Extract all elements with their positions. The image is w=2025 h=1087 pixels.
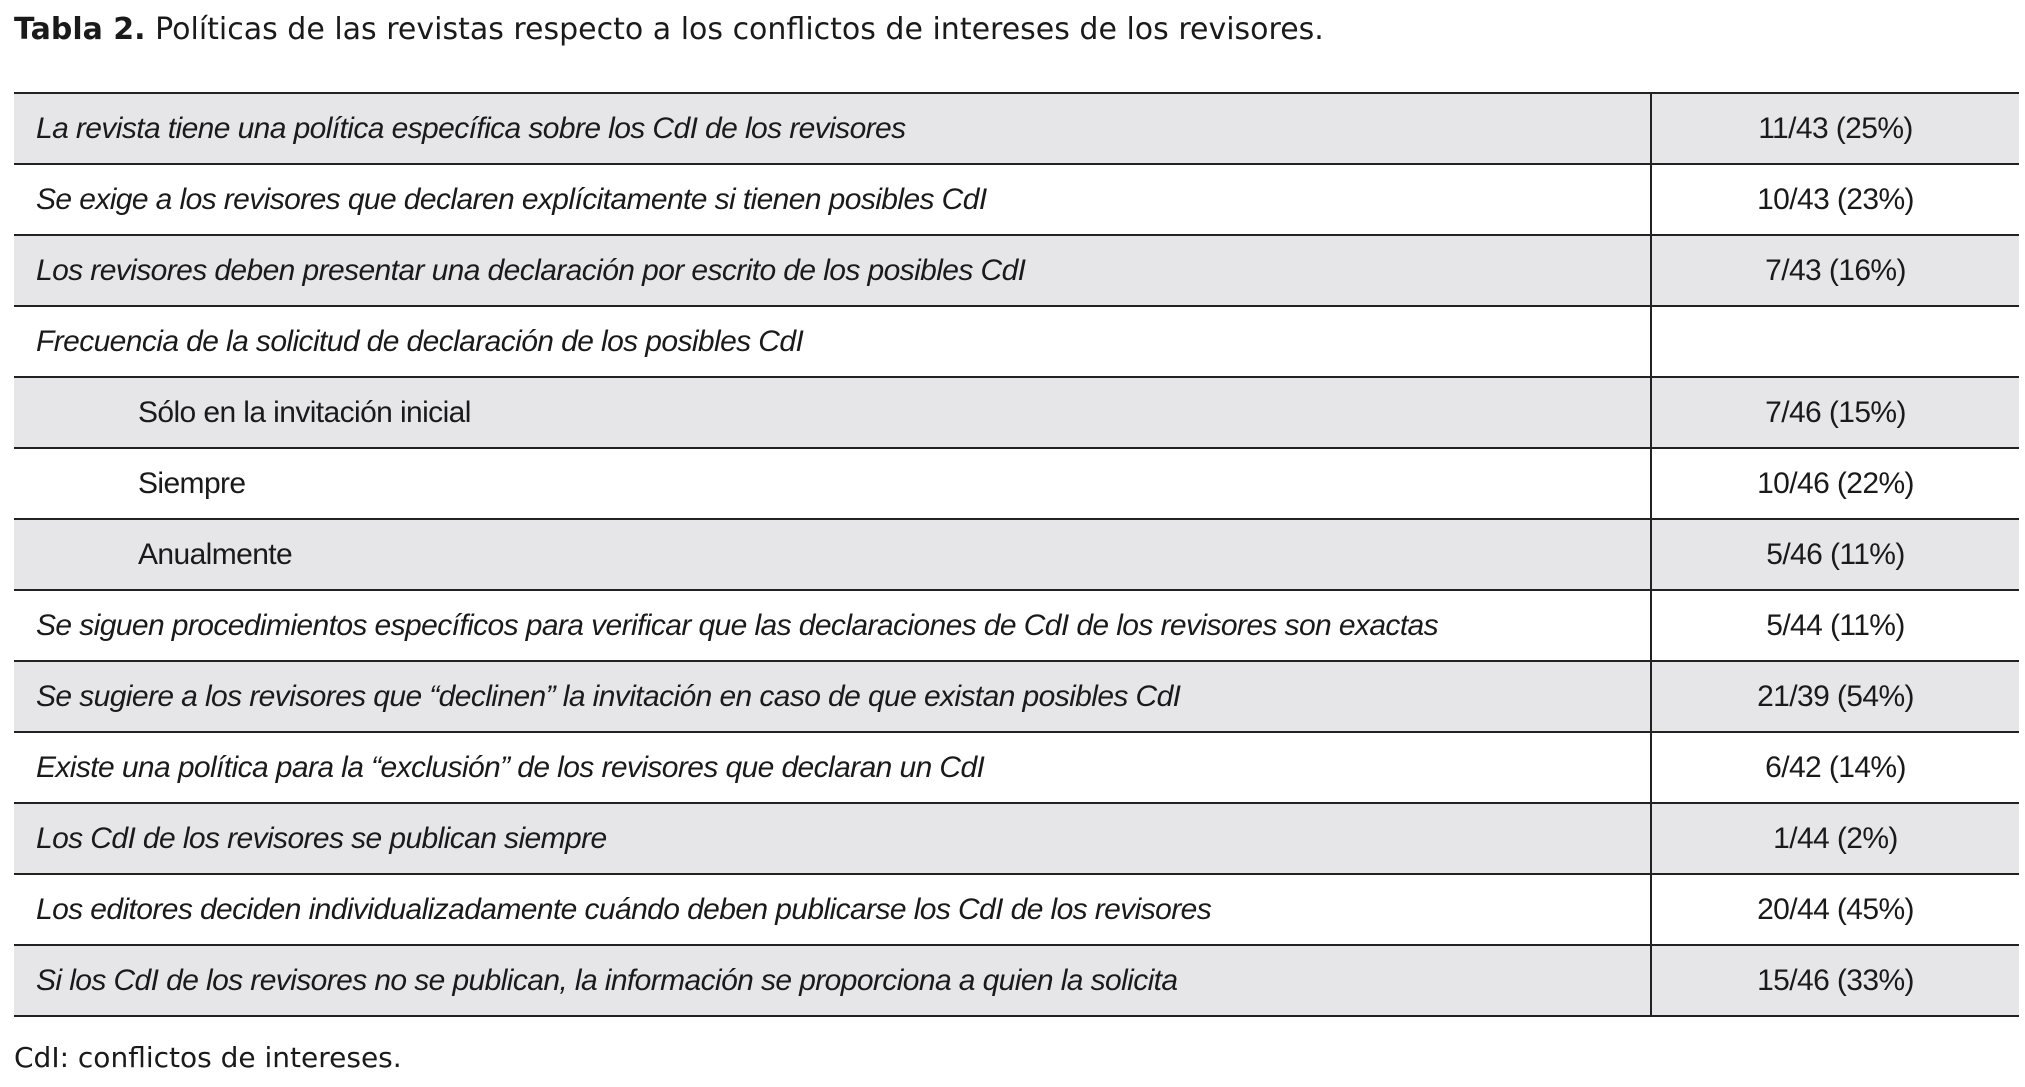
- row-value: 21/39 (54%): [1757, 679, 1914, 713]
- row-value: 7/46 (15%): [1765, 395, 1906, 429]
- row-label: Los editores deciden individualizadamente cuándo deben publicarse los CdI de los revisores: [14, 875, 1652, 944]
- row-label: La revista tiene una política específica sobre los CdI de los revisores: [14, 94, 1652, 163]
- row-value: 10/46 (22%): [1757, 466, 1914, 500]
- row-label: Los revisores deben presentar una declaración por escrito de los posibles CdI: [14, 236, 1652, 305]
- row-label: Sólo en la invitación inicial: [14, 378, 1652, 447]
- row-value: 11/43 (25%): [1758, 111, 1913, 145]
- row-label: Existe una política para la “exclusión” de los revisores que declaran un CdI: [14, 733, 1652, 802]
- table-caption: [14, 6, 1324, 54]
- row-label: Se sugiere a los revisores que “declinen” la invitación en caso de que existan posibles CdI: [14, 662, 1652, 731]
- row-label: Se exige a los revisores que declaren explícitamente si tienen posibles CdI: [14, 165, 1652, 234]
- row-label: Los CdI de los revisores se publican siempre: [14, 804, 1652, 873]
- row-label: Frecuencia de la solicitud de declaración de los posibles CdI: [14, 307, 1652, 376]
- row-value: 10/43 (23%): [1757, 182, 1914, 216]
- table-row: [14, 94, 2019, 165]
- table-row: [14, 662, 2019, 733]
- row-value: 6/42 (14%): [1765, 750, 1906, 784]
- table-footnote: CdI: conflictos de intereses.: [14, 1041, 402, 1074]
- table-row: [14, 804, 2019, 875]
- table-row-sub: [14, 449, 2019, 520]
- table-row: [14, 946, 2019, 1017]
- row-label: Siempre: [14, 449, 1652, 518]
- row-value: 7/43 (16%): [1765, 253, 1906, 287]
- policy-table: [14, 92, 2019, 1017]
- row-value: 5/44 (11%): [1766, 608, 1905, 642]
- row-value: 1/44 (2%): [1773, 821, 1898, 855]
- table-row: [14, 236, 2019, 307]
- table-row-sub: [14, 378, 2019, 449]
- table-row: [14, 591, 2019, 662]
- table-caption-label: Tabla 2.: [14, 12, 146, 47]
- table-row: [14, 165, 2019, 236]
- table-row: [14, 307, 2019, 378]
- row-label: Se siguen procedimientos específicos para verificar que las declaraciones de CdI de los revisores son exactas: [14, 591, 1652, 660]
- table-row: [14, 875, 2019, 946]
- row-value: 20/44 (45%): [1757, 892, 1914, 926]
- table-row: [14, 733, 2019, 804]
- table-caption-text: Políticas de las revistas respecto a los conflictos de intereses de los revisores.: [155, 12, 1324, 47]
- row-label: Si los CdI de los revisores no se publican, la información se proporciona a quien la solicita: [14, 946, 1652, 1015]
- table-row-sub: [14, 520, 2019, 591]
- row-label: Anualmente: [14, 520, 1652, 589]
- row-value: 5/46 (11%): [1766, 537, 1905, 571]
- row-value: [1652, 307, 2019, 376]
- row-value: 15/46 (33%): [1757, 963, 1914, 997]
